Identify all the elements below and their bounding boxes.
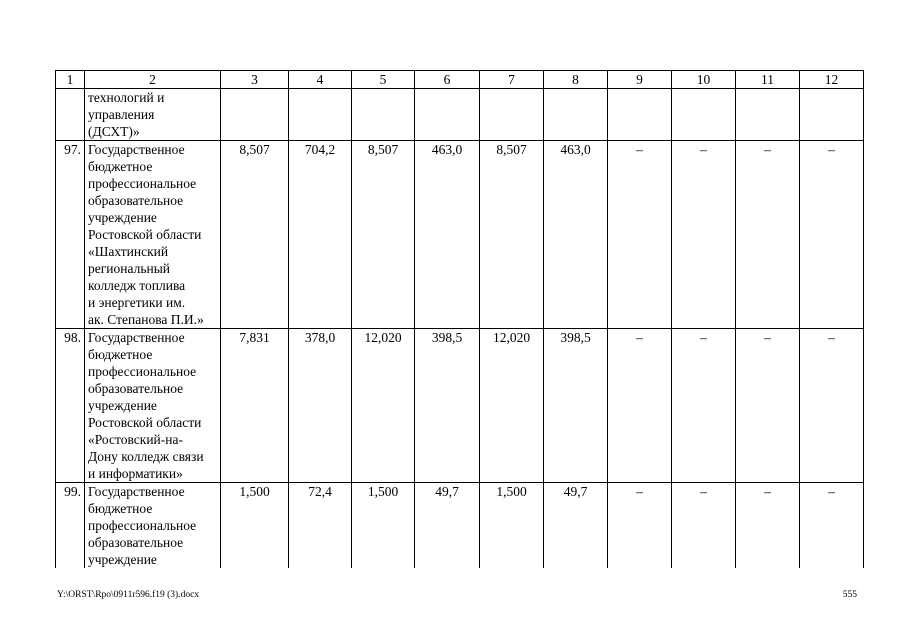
value-cell: – [672,483,736,569]
header-cell: 10 [672,71,736,89]
value-cell: 49,7 [544,483,608,569]
value-cell: 12,020 [480,329,544,483]
name-line: образовательное [88,535,184,550]
name-line: Ростовской области [88,227,202,242]
value-cell: – [608,329,672,483]
value-cell: 49,7 [415,483,480,569]
name-line: колледж топлива [88,278,186,293]
footer-page-number: 555 [842,590,857,600]
value-cell: – [736,141,800,329]
name-line: (ДСХТ)» [88,124,140,139]
name-line: управления [88,107,155,122]
institution-name-cell [85,329,221,483]
header-cell: 7 [480,71,544,89]
value-cell: 1,500 [480,483,544,569]
name-line: учреждение [88,398,157,413]
value-cell: – [736,329,800,483]
name-line: бюджетное [88,159,153,174]
value-cell [415,89,480,141]
name-line: Дону колледж связи [88,449,204,464]
name-line: «Ростовский-на- [88,432,183,447]
footer-file-path: Y:\ORST\Rpo\0911r596.f19 (3).docx [57,590,200,600]
header-cell: 4 [289,71,352,89]
value-cell: 8,507 [221,141,289,329]
name-line: ак. Степанова П.И.» [88,312,204,327]
value-cell: – [800,483,864,569]
value-cell: 1,500 [221,483,289,569]
name-line: профессиональное [88,364,197,379]
value-cell: 463,0 [544,141,608,329]
header-cell: 2 [85,71,221,89]
table-row [56,141,864,329]
name-line: Государственное [88,142,185,157]
name-line: образовательное [88,381,184,396]
header-cell: 8 [544,71,608,89]
value-cell: – [608,483,672,569]
value-cell: 398,5 [544,329,608,483]
value-cell [352,89,415,141]
row-number-cell: 98. [56,329,85,483]
name-line: бюджетное [88,501,153,516]
value-cell: – [672,141,736,329]
header-cell: 1 [56,71,85,89]
value-cell: – [672,329,736,483]
name-line: Ростовской области [88,415,202,430]
institution-name-cell [85,89,221,141]
value-cell [289,89,352,141]
value-cell [544,89,608,141]
value-cell: 378,0 [289,329,352,483]
value-cell: 398,5 [415,329,480,483]
table-row [56,483,864,569]
header-cell: 9 [608,71,672,89]
value-cell [672,89,736,141]
value-cell: 1,500 [352,483,415,569]
header-row [56,71,864,89]
name-line: профессиональное [88,518,197,533]
header-cell: 3 [221,71,289,89]
value-cell: 7,831 [221,329,289,483]
name-line: учреждение [88,210,157,225]
data-table [55,70,864,568]
value-cell: 8,507 [352,141,415,329]
value-cell: 704,2 [289,141,352,329]
row-number-cell [56,89,85,141]
institution-name-cell [85,141,221,329]
header-cell: 11 [736,71,800,89]
name-line: и энергетики им. [88,295,186,310]
value-cell: 8,507 [480,141,544,329]
value-cell [736,89,800,141]
row-number-cell: 99. [56,483,85,569]
value-cell: – [800,329,864,483]
name-line: технологий и [88,90,165,105]
value-cell: 463,0 [415,141,480,329]
value-cell: 12,020 [352,329,415,483]
continuation-row [56,89,864,141]
name-line: «Шахтинский [88,244,169,259]
institution-name-cell [85,483,221,569]
row-number-cell: 97. [56,141,85,329]
name-line: учреждение [88,552,157,567]
table-row [56,329,864,483]
value-cell: – [608,141,672,329]
name-line: образовательное [88,193,184,208]
name-line: региональный [88,261,171,276]
value-cell [221,89,289,141]
value-cell: 72,4 [289,483,352,569]
name-line: и информатики» [88,466,183,481]
value-cell [480,89,544,141]
header-cell: 12 [800,71,864,89]
name-line: Государственное [88,484,185,499]
value-cell: – [736,483,800,569]
value-cell: – [800,141,864,329]
name-line: бюджетное [88,347,153,362]
value-cell [800,89,864,141]
name-line: профессиональное [88,176,197,191]
header-cell: 5 [352,71,415,89]
name-line: Государственное [88,330,185,345]
header-cell: 6 [415,71,480,89]
value-cell [608,89,672,141]
